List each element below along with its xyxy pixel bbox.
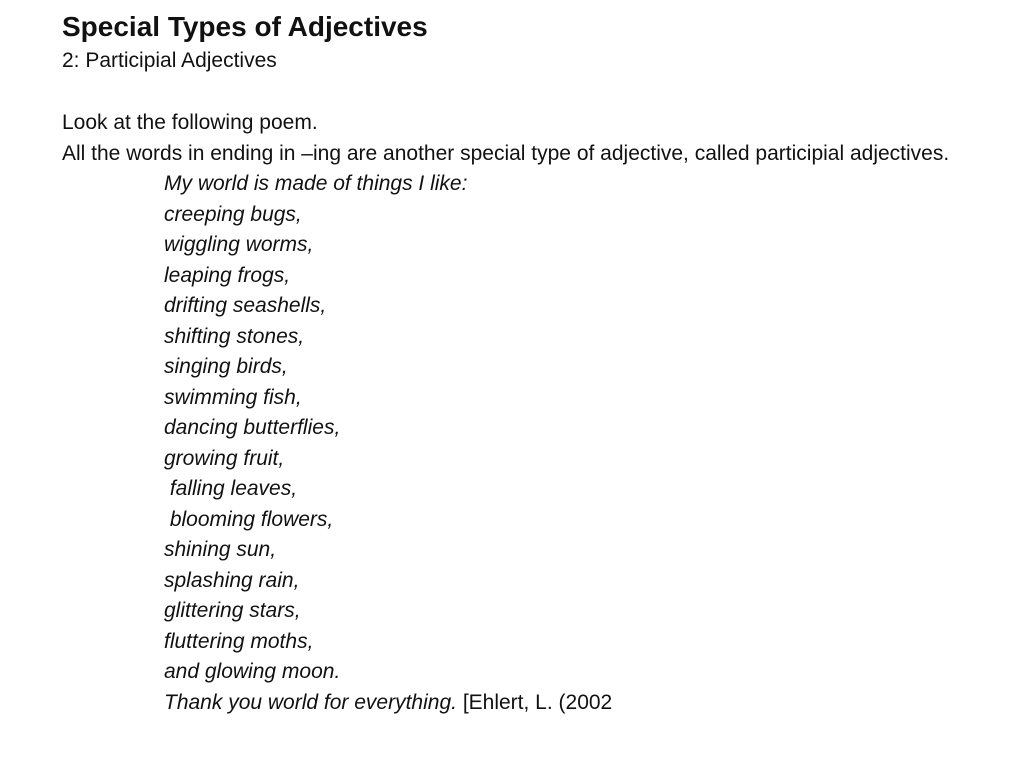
slide-content: [62, 8, 992, 718]
poem-line: swimming fish,: [164, 385, 302, 409]
poem-last-line: [164, 688, 992, 719]
poem-line: growing fruit,: [164, 446, 285, 470]
poem-line: drifting seashells,: [164, 294, 327, 317]
spacer: [62, 76, 992, 108]
citation: [Ehlert, L. (2002: [456, 690, 613, 714]
poem-line: glittering stars,: [164, 599, 301, 622]
poem-line: creeping bugs,: [164, 202, 302, 226]
slide-subtitle: 2: Participial Adjectives: [62, 49, 277, 72]
intro-line-1: Look at the following poem.: [62, 111, 318, 134]
poem-line: and glowing moon.: [164, 660, 341, 683]
poem-line: blooming flowers,: [164, 507, 334, 531]
poem-line: shifting stones,: [164, 324, 305, 348]
poem-line: leaping frogs,: [164, 263, 291, 287]
poem: [62, 169, 992, 718]
poem-line: My world is made of things I like:: [164, 172, 468, 195]
poem-line: falling leaves,: [164, 477, 298, 500]
intro-line-2: All the words in ending in –ing are another special type of adjective, called participial adjectives.: [62, 141, 950, 165]
poem-line: shining sun,: [164, 538, 277, 561]
poem-line: wiggling worms,: [164, 233, 314, 256]
slide-title: Special Types of Adjectives: [62, 11, 428, 42]
poem-line: Thank you world for everything.: [164, 690, 457, 714]
poem-line: fluttering moths,: [164, 629, 314, 653]
poem-line: singing birds,: [164, 355, 288, 378]
poem-line: splashing rain,: [164, 568, 300, 592]
poem-line: dancing butterflies,: [164, 416, 341, 439]
